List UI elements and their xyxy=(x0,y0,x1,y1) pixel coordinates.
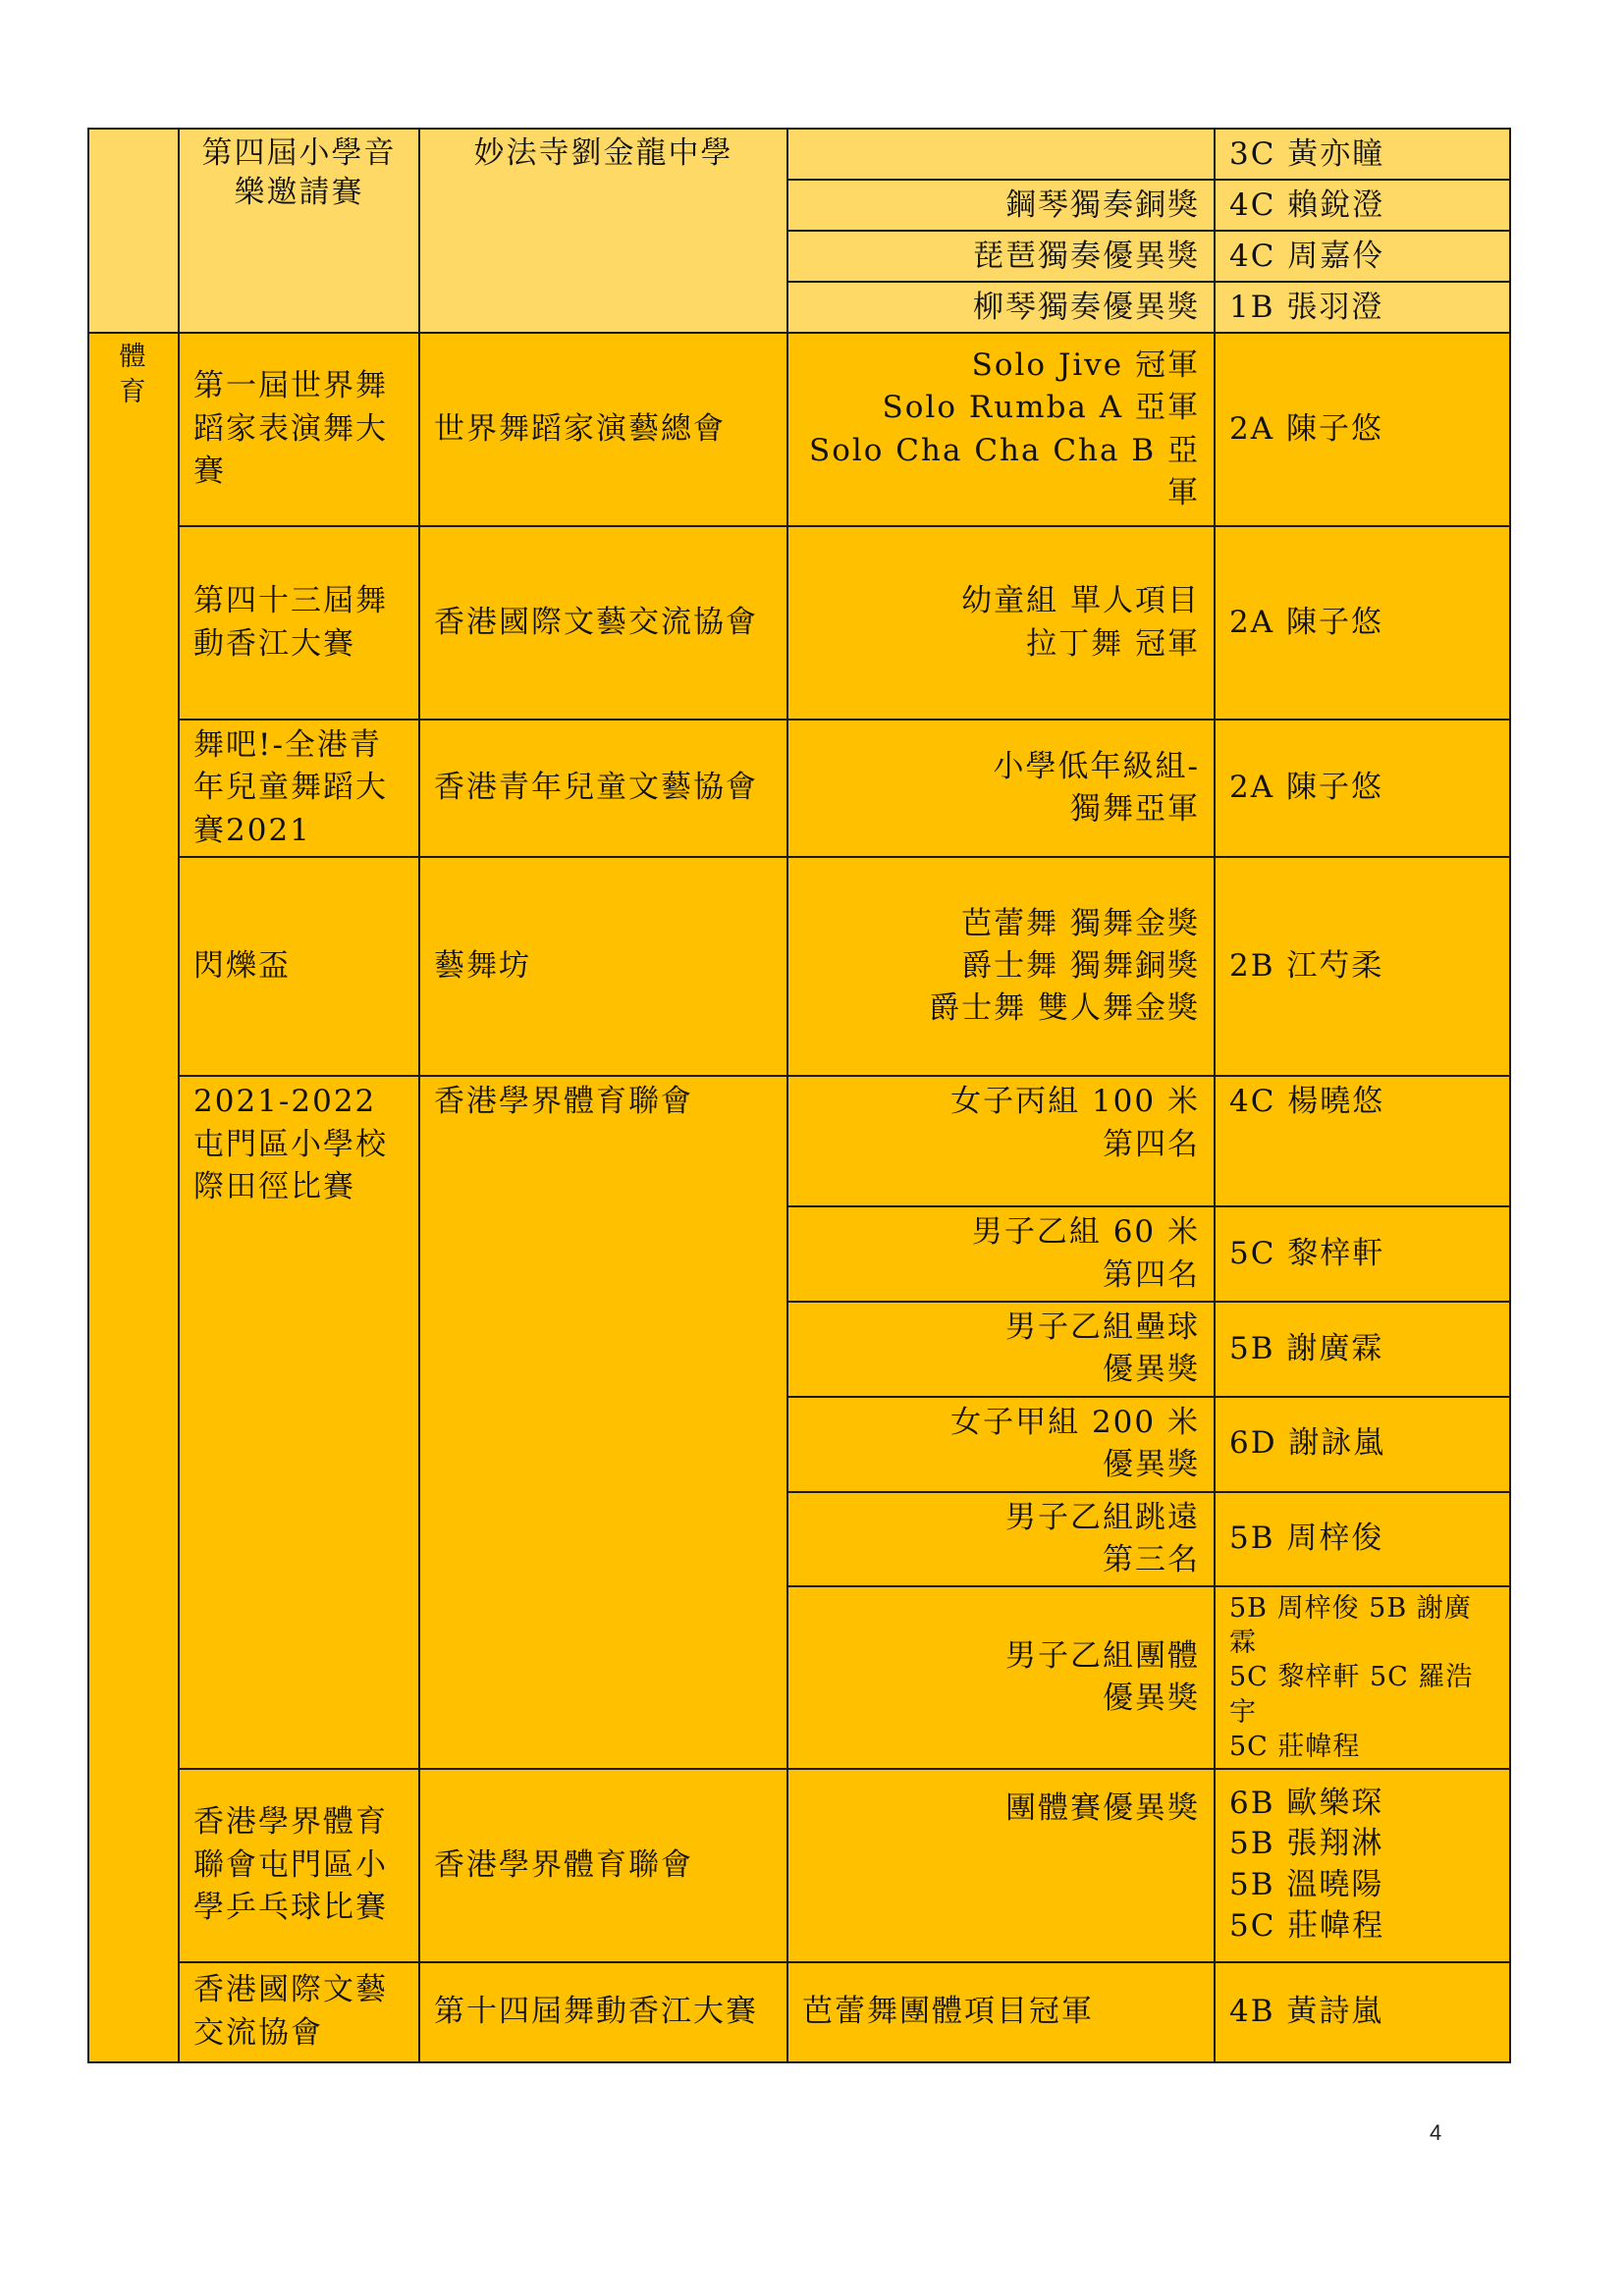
student-cell: 3C 黃亦瞳 xyxy=(1215,129,1510,180)
student-cell: 6D 謝詠嵐 xyxy=(1215,1397,1510,1492)
award-cell xyxy=(787,129,1215,180)
award-line: 女子甲組 200 米 xyxy=(950,1404,1200,1440)
organizer-cell: 妙法寺劉金龍中學 xyxy=(419,129,787,333)
student-cell: 5C 黎梓軒 xyxy=(1215,1206,1510,1302)
competition-cell: 閃爍盃 xyxy=(179,857,419,1076)
category-label: 體育 xyxy=(119,342,148,408)
organizer-cell: 香港青年兒童文藝協會 xyxy=(419,720,787,857)
category-cell-sports xyxy=(88,333,179,2062)
award-cell: 琵琶獨奏優異獎 xyxy=(787,231,1215,282)
student-line: 5B 溫曉陽 xyxy=(1229,1867,1384,1903)
student-line: 5B 張翔淋 xyxy=(1229,1826,1384,1862)
award-line: 優異獎 xyxy=(1103,1352,1200,1388)
competition-cell: 第四屆小學音樂邀請賽 xyxy=(179,129,419,333)
table-row xyxy=(88,333,1510,526)
student-cell: 5B 謝廣霖 xyxy=(1215,1302,1510,1397)
student-cell: 1B 張羽澄 xyxy=(1215,282,1510,333)
award-cell xyxy=(787,1586,1215,1768)
table-row xyxy=(88,857,1510,1076)
award-line: 第四名 xyxy=(1103,1256,1200,1293)
competition-cell: 香港國際文藝交流協會 xyxy=(179,1962,419,2062)
student-cell: 4C 楊曉悠 xyxy=(1215,1076,1510,1206)
award-line: 優異獎 xyxy=(1103,1447,1200,1483)
organizer-cell: 香港學界體育聯會 xyxy=(419,1076,787,1769)
award-cell: 鋼琴獨奏銅獎 xyxy=(787,180,1215,231)
award-line: 男子乙組壘球 xyxy=(1005,1308,1200,1345)
awards-table xyxy=(87,128,1511,2063)
award-line: 小學低年級組- xyxy=(993,748,1200,784)
student-cell: 2A 陳子悠 xyxy=(1215,333,1510,526)
student-cell: 5B 周梓俊 xyxy=(1215,1492,1510,1587)
award-line: 拉丁舞 冠軍 xyxy=(1026,625,1200,662)
award-cell: 柳琴獨奏優異獎 xyxy=(787,282,1215,333)
award-line: 女子丙組 100 米 xyxy=(950,1084,1200,1120)
table-row xyxy=(88,526,1510,720)
award-line: 男子乙組 60 米 xyxy=(971,1214,1200,1251)
student-line: 5C 莊幃程 xyxy=(1229,1731,1361,1762)
award-cell xyxy=(787,1206,1215,1302)
award-line: 男子乙組團體 xyxy=(1005,1637,1200,1674)
award-line: 獨舞亞軍 xyxy=(1070,791,1200,828)
student-cell: 2A 陳子悠 xyxy=(1215,720,1510,857)
organizer-cell: 香港國際文藝交流協會 xyxy=(419,526,787,720)
award-cell xyxy=(787,1302,1215,1397)
award-line: Solo Cha Cha Cha B 亞軍 xyxy=(808,432,1200,510)
award-line: 男子乙組跳遠 xyxy=(1005,1499,1200,1535)
competition-cell: 第四十三屆舞動香江大賽 xyxy=(179,526,419,720)
organizer-cell: 第十四屆舞動香江大賽 xyxy=(419,1962,787,2062)
award-line: 芭蕾舞 獨舞金獎 xyxy=(961,905,1200,941)
award-cell xyxy=(787,526,1215,720)
organizer-cell: 藝舞坊 xyxy=(419,857,787,1076)
student-cell: 4C 賴銳澄 xyxy=(1215,180,1510,231)
table-row xyxy=(88,1076,1510,1206)
award-cell xyxy=(787,857,1215,1076)
table-row xyxy=(88,129,1510,180)
award-line: Solo Rumba A 亞軍 xyxy=(882,390,1200,426)
student-cell: 2A 陳子悠 xyxy=(1215,526,1510,720)
award-line: 爵士舞 雙人舞金獎 xyxy=(929,990,1200,1027)
award-cell xyxy=(787,1076,1215,1206)
student-cell: 2B 江芍柔 xyxy=(1215,857,1510,1076)
award-line: 優異獎 xyxy=(1103,1681,1200,1717)
competition-cell: 第一屆世界舞蹈家表演舞大賽 xyxy=(179,333,419,526)
award-cell xyxy=(787,720,1215,857)
award-line: 第四名 xyxy=(1103,1126,1200,1162)
page-number: 4 xyxy=(1430,2120,1442,2145)
student-cell xyxy=(1215,1586,1510,1768)
student-line: 5B 周梓俊 5B 謝廣霖 xyxy=(1229,1593,1472,1659)
category-cell-music xyxy=(88,129,179,333)
organizer-cell: 世界舞蹈家演藝總會 xyxy=(419,333,787,526)
award-cell: 團體賽優異獎 xyxy=(787,1769,1215,1962)
award-line: Solo Jive 冠軍 xyxy=(971,347,1200,383)
competition-cell: 香港學界體育聯會屯門區小學乒乓球比賽 xyxy=(179,1769,419,1962)
award-cell xyxy=(787,1397,1215,1492)
award-line: 幼童組 單人項目 xyxy=(961,583,1200,619)
organizer-cell: 香港學界體育聯會 xyxy=(419,1769,787,1962)
table-row xyxy=(88,1962,1510,2062)
award-line: 爵士舞 獨舞銅獎 xyxy=(961,947,1200,984)
student-cell: 4C 周嘉伶 xyxy=(1215,231,1510,282)
student-line: 5C 黎梓軒 5C 羅浩宇 xyxy=(1229,1662,1474,1728)
award-cell: 芭蕾舞團體項目冠軍 xyxy=(787,1962,1215,2062)
student-cell xyxy=(1215,1769,1510,1962)
student-cell: 4B 黃詩嵐 xyxy=(1215,1962,1510,2062)
award-line: 第三名 xyxy=(1103,1541,1200,1577)
table-row xyxy=(88,720,1510,857)
award-cell xyxy=(787,1492,1215,1587)
award-cell xyxy=(787,333,1215,526)
competition-cell: 2021-2022 屯門區小學校際田徑比賽 xyxy=(179,1076,419,1769)
table-row xyxy=(88,1769,1510,1962)
competition-cell: 舞吧!-全港青年兒童舞蹈大賽2021 xyxy=(179,720,419,857)
student-line: 6B 歐樂琛 xyxy=(1229,1785,1384,1821)
student-line: 5C 莊幃程 xyxy=(1229,1908,1385,1945)
